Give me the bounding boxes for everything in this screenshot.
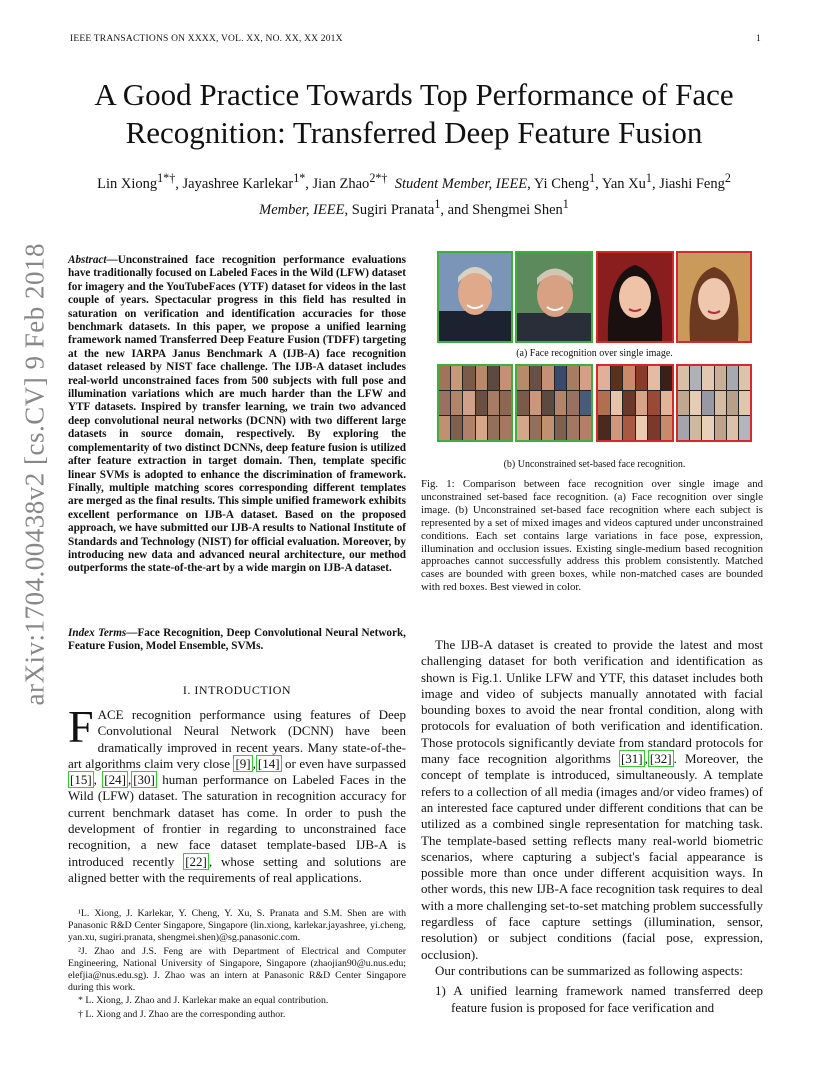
contribution-item: 1) A unified learning framework named transferred deep feature fusion is proposed for face verification and [435,983,763,1015]
text-run: , [644,751,648,767]
text-run: . Moreover, the concept of template is introduced, simultaneously. A template refers to a collection of all media (images and/or video frames) of an interested face captured under different conditions that can be utilized as a combined single representation for matching task. The template-based setting reflects many real-world biometric scenarios, where capturing a subject's facial appearance is possible more than once under different acquisition ways. In other words, this new IJB-A face recognition task requires to deal with a more challenging set-to-set matching problem successfully regardless of face capture settings (illumination, sensor, resolution) or subject conditions (facial pose, expression, occlusion). [421,751,763,962]
citation-link[interactable]: [22] [185,853,207,869]
citation-link[interactable]: [24] [104,772,126,788]
face-tile [715,366,726,390]
face-tile [439,416,450,440]
citation-link[interactable]: [9] [235,755,251,771]
face-photo [676,251,752,343]
affiliation-mark: 1 [645,171,652,185]
face-tile [555,391,567,415]
face-illustration [517,253,591,341]
face-tile [611,366,623,390]
index-terms-label: Index Terms [68,627,127,639]
face-tile [678,416,689,440]
face-tile [463,416,474,440]
face-tile [500,391,511,415]
author-list [60,168,768,220]
face-tile [463,366,474,390]
abstract-text: —Unconstrained face recognition performance evaluations have traditionally focused on Labeled Faces in the Wild (LFW) dataset for imagery and the YouTubeFaces (YTF) dataset for videos in the last couple of years. Spectacular progress in this field has resulted in saturation on verification and identification accuracies for those benchmark datasets. In this paper, we propose a unified learning framework named Transferred Deep Feature Fusion (TDFF) targeting at the new IARPA Janus Benchmark A (IJB-A) face recognition dataset released by NIST face challenge. The IJB-A dataset includes real-world unconstrained faces from 500 subjects with full pose and illumination variations which are much harder than the LFW and YTF datasets. Inspired by transfer learning, we train two advanced deep convolutional neural networks (DCNN) with two different large datasets in source domain, respectively. By exploring the complementarity of two distinct DCNNs, deep feature fusion is utilized after feature extraction in target domain. Then, template specific linear SVMs is adopted to enhance the discrimination of framework. Finally, multiple matching scores corresponding different templates are merged as the final results. This simple unified framework exhibits excellent performance on IJB-A dataset. Based on the proposed approach, we have submitted our IJB-A results to National Institute of Standards and Technology (NIST) for official evaluation. Moreover, by introducing new data and advanced neural architecture, our method outperforms the state-of-the-art by a wide margin on IJB-A dataset. [68,254,406,575]
face-tile [611,391,623,415]
text-run: The IJB-A dataset is created to provide the latest and most challenging dataset for both verification and identification as shown is Fig.1. Unlike LFW and YTF, this dataset includes both image and video of subjects manually annotated with facial bounding boxes to avoid the near frontal condition, along with protocols for evaluation of both verification and identification. Those protocols significantly deviate from standard protocols for many face recognition algorithms [421,637,763,767]
face-tile [517,416,529,440]
face-tile [488,416,499,440]
face-tile [567,366,579,390]
face-tile [542,391,554,415]
footnotes [68,908,406,1022]
face-tile [530,416,542,440]
face-tile [661,391,673,415]
face-tile [451,366,462,390]
face-tile [648,391,660,415]
affiliation-mark: 2*† [369,171,388,185]
figure-1b [437,364,752,442]
footnote: * L. Xiong, J. Zhao and J. Karlekar make an equal contribution. [78,995,329,1007]
face-tile [580,391,592,415]
membership-label: Member, IEEE [259,201,345,218]
face-tile [542,416,554,440]
page-number: 1 [756,34,761,44]
text-run: or even have surpassed [281,755,406,771]
face-tile [715,416,726,440]
face-tile [623,416,635,440]
face-tile [530,391,542,415]
face-tile [463,391,474,415]
face-illustration [439,253,511,341]
text-run: , [252,755,256,771]
face-tile [739,366,750,390]
face-tile [648,416,660,440]
author-name: , Yan Xu [595,175,646,192]
text-run: human performance on Labeled Faces in the Wild (LFW) dataset. The saturation in recognition accuracy for current benchmark dataset has come. In order to push the development of frontier in regarding to unconstrained face recognition, a new face dataset template-based IJB-A is introduced recently [68,772,406,869]
face-tile [739,416,750,440]
paragraph [421,637,763,963]
face-tile [500,416,511,440]
face-tile [623,366,635,390]
affiliation-mark: 1 [434,196,441,211]
introduction-text [68,701,406,886]
face-tile [500,366,511,390]
face-tile [678,366,689,390]
face-tile [690,416,701,440]
face-tile [580,366,592,390]
author-line-2 [60,194,768,220]
face-photo [437,251,513,343]
face-tile [702,416,713,440]
face-tile [598,391,610,415]
face-tile [555,416,567,440]
citation-link[interactable]: [32] [649,751,672,767]
face-tile [451,416,462,440]
index-terms-text: —Face Recognition, Deep Convolutional Neural Network, Feature Fusion, Model Ensemble, SVMs. [68,627,406,653]
face-tile [611,416,623,440]
section-heading: I. INTRODUCTION [182,683,292,697]
face-tile [451,391,462,415]
face-tile [517,366,529,390]
figure-caption-b: (b) Unconstrained set-based face recognition. [503,459,686,470]
face-tile [702,366,713,390]
affiliation-mark: 2 [724,171,731,185]
face-tile [739,391,750,415]
affiliation-mark: 1 [589,171,596,185]
face-tile [727,366,738,390]
face-tile [488,366,499,390]
face-tile [567,416,579,440]
author-name: , Sugiri Pranata [344,201,435,218]
citation-link[interactable]: [15] [70,772,92,788]
author-name: , Yi Cheng [527,175,590,192]
face-illustration [598,253,672,341]
author-name: , and Shengmei Shen [440,201,563,218]
footnote: † L. Xiong and J. Zhao are the corresponding author. [78,1008,286,1020]
face-tile [567,391,579,415]
affiliation-mark: 1* [293,171,306,185]
face-tile [439,391,450,415]
footnote: ²J. Zhao and J.S. Feng are with Department of Electrical and Computer Engineering, National University of Singapore, Singapore (zhaojian90@u.nus.edu; elefjia@nus.edu.sg). J. Zhao was an intern at Panasonic R&D Center Singapore during this work. [68,945,406,994]
face-tile [555,366,567,390]
face-tile [580,416,592,440]
face-tile [636,366,648,390]
face-set-grid [437,364,513,442]
author-name: , Jiashi Feng [651,175,725,192]
text-run: ACE recognition performance using features of Deep Convolutional Neural Network (DCNN) have been dramatically improved in recent years. Many state-of-the-art algorithms claim very close [68,707,406,771]
face-tile [678,391,689,415]
face-tile [476,416,487,440]
face-tile [636,416,648,440]
footnote: ¹L. Xiong, J. Karlekar, Y. Cheng, Y. Xu, S. Pranata and S.M. Shen are with Panasonic R&D Center Singapore, Singapore (lin.xiong, karlekar.jayashree, yi.cheng, yan.xu, sugiri.pranata, shengmei.shen)@sg.panasonic.com. [68,908,406,944]
author-name: , Jayashree Karlekar [175,175,294,192]
affiliation-mark: 1 [562,196,569,211]
face-tile [661,416,673,440]
face-photo [515,251,593,343]
face-tile [623,391,635,415]
author-line-1 [60,168,768,194]
face-tile [476,366,487,390]
paper-title: A Good Practice Towards Top Performance of Face Recognition: Transferred Deep Feature Fusion [94,77,734,150]
face-tile [542,366,554,390]
face-tile [476,391,487,415]
figure-1a [437,251,752,343]
face-tile [727,391,738,415]
right-column-text [421,637,763,1016]
face-set-grid [596,364,674,442]
citation-link[interactable]: [31] [620,751,643,767]
paragraph: Our contributions can be summarized as following aspects: [435,962,743,978]
index-terms [68,627,406,654]
citation-link[interactable]: [14] [257,755,280,771]
arxiv-stamp: arXiv:1704.00438v2 [cs.CV] 9 Feb 2018 [19,243,50,706]
drop-cap: F [68,701,94,752]
abstract-label: Abstract [68,254,107,266]
citation-link[interactable]: [30] [133,772,155,788]
face-set-grid [515,364,593,442]
author-name: Lin Xiong [97,175,158,192]
face-tile [715,391,726,415]
face-tile [598,366,610,390]
face-tile [702,391,713,415]
face-tile [636,391,648,415]
affiliation-mark: 1*† [157,171,176,185]
face-tile [598,416,610,440]
text-run: , whose setting and solutions are aligned better with the requirements of real applications. [68,853,406,885]
text-run: , [127,772,132,788]
face-tile [661,366,673,390]
figure-caption-a: (a) Face recognition over single image. [516,348,673,359]
figure-caption: Fig. 1: Comparison between face recognition over single image and unconstrained set-based face recognition. (a) Face recognition over single image. (b) Unconstrained set-based face recognition where each subject is represented by a set of mixed images and videos captured under unconstrained conditions. Each set contains large variations in face pose, expression, illumination and occlusion issues. Existing single-medium based recognition approaches cannot successfully address this problem consistently. Matched cases are bounded with green boxes, while non-matched cases are bounded with red boxes. Best viewed in color. [421,478,763,594]
face-set-grid [676,364,752,442]
face-tile [530,366,542,390]
journal-header: IEEE TRANSACTIONS ON XXXX, VOL. XX, NO. XX, XX 201X [70,34,343,44]
face-tile [648,366,660,390]
face-tile [517,391,529,415]
face-tile [488,391,499,415]
abstract [68,254,406,576]
author-name: , Jian Zhao [305,175,370,192]
face-illustration [678,253,750,341]
face-tile [439,366,450,390]
membership-label: Student Member, IEEE [394,175,528,192]
face-tile [690,391,701,415]
face-tile [727,416,738,440]
text-run: , [93,772,103,788]
face-tile [690,366,701,390]
face-photo [596,251,674,343]
